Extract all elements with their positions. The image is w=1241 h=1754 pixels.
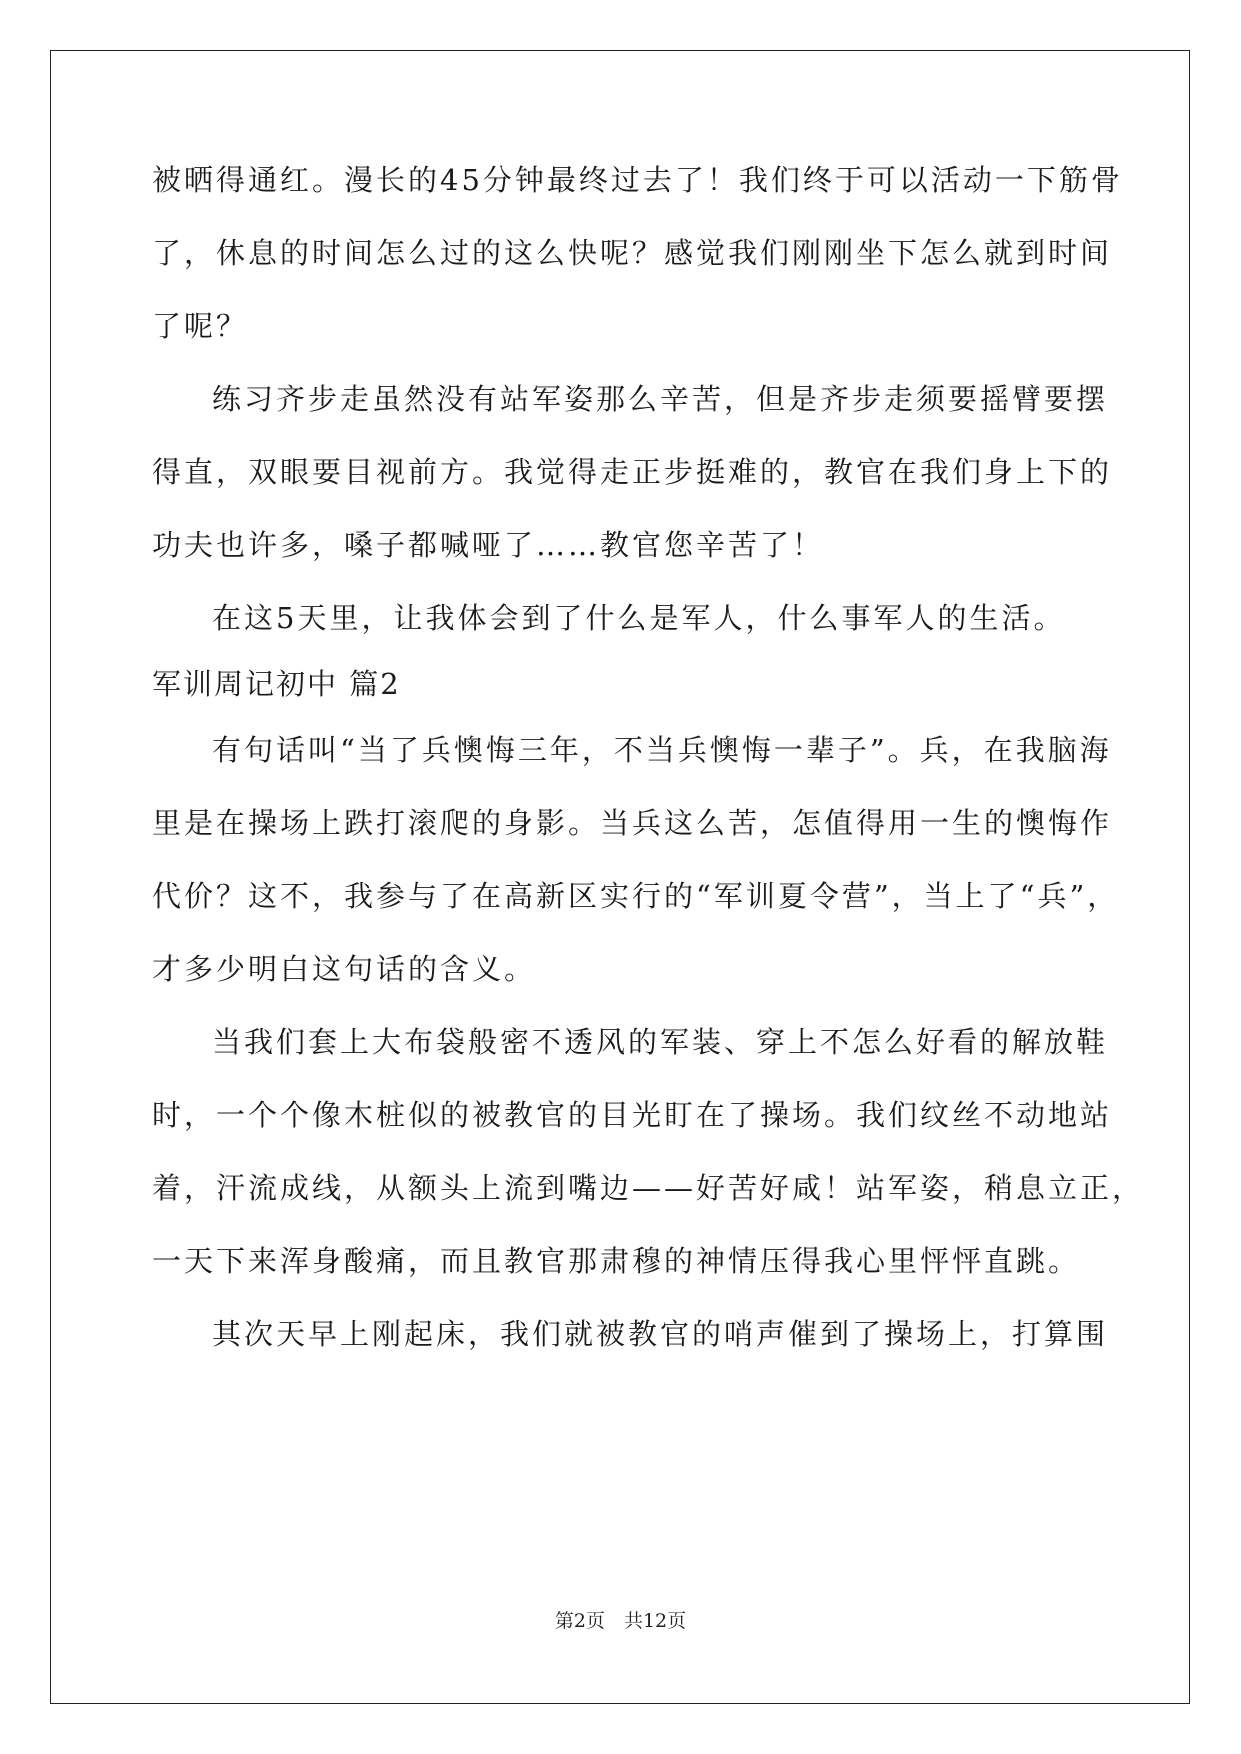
paragraph-first-line: 有句话叫“当了兵懊悔三年，不当兵懊悔一辈子”。兵，在我脑海	[212, 733, 1112, 767]
paragraph-first-line: 当我们套上大布袋般密不透风的军装、穿上不怎么好看的解放鞋	[212, 1025, 1109, 1059]
text-line: 里是在操场上跌打滚爬的身影。当兵这么苦，怎值得用一生的懊悔作	[152, 806, 1113, 840]
paragraph-first-line: 其次天早上刚起床，我们就被教官的哨声催到了操场上，打算围	[212, 1317, 1109, 1351]
section-heading: 军训周记初中 篇2	[152, 667, 401, 701]
text-line: 了呢？	[152, 309, 249, 343]
paragraph-first-line: 在这5天里，让我体会到了什么是军人，什么事军人的生活。	[212, 601, 1066, 635]
text-line: 才多少明白这句话的含义。	[152, 952, 537, 986]
text-line: 一天下来浑身酸痛，而且教官那肃穆的神情压得我心里怦怦直跳。	[152, 1244, 1081, 1278]
page-number: 第2页 共12页	[554, 1610, 687, 1632]
text-line: 时，一个个像木桩似的被教官的目光盯在了操场。我们纹丝不动地站	[152, 1098, 1113, 1132]
text-line: 功夫也许多，嗓子都喊哑了……教官您辛苦了！	[152, 528, 825, 562]
text-line: 着，汗流成线，从额头上流到嘴边——好苦好咸！站军姿，稍息立正，	[152, 1171, 1145, 1205]
text-line: 得直，双眼要目视前方。我觉得走正步挺难的，教官在我们身上下的	[152, 455, 1113, 489]
text-line: 被晒得通红。漫长的45分钟最终过去了！我们终于可以活动一下筋骨	[152, 163, 1123, 197]
text-line: 代价？这不，我参与了在高新区实行的“军训夏令营”，当上了“兵”，	[152, 879, 1120, 913]
text-line: 了，休息的时间怎么过的这么快呢？感觉我们刚刚坐下怎么就到时间	[152, 236, 1113, 270]
paragraph-first-line: 练习齐步走虽然没有站军姿那么辛苦，但是齐步走须要摇臂要摆	[212, 382, 1109, 416]
